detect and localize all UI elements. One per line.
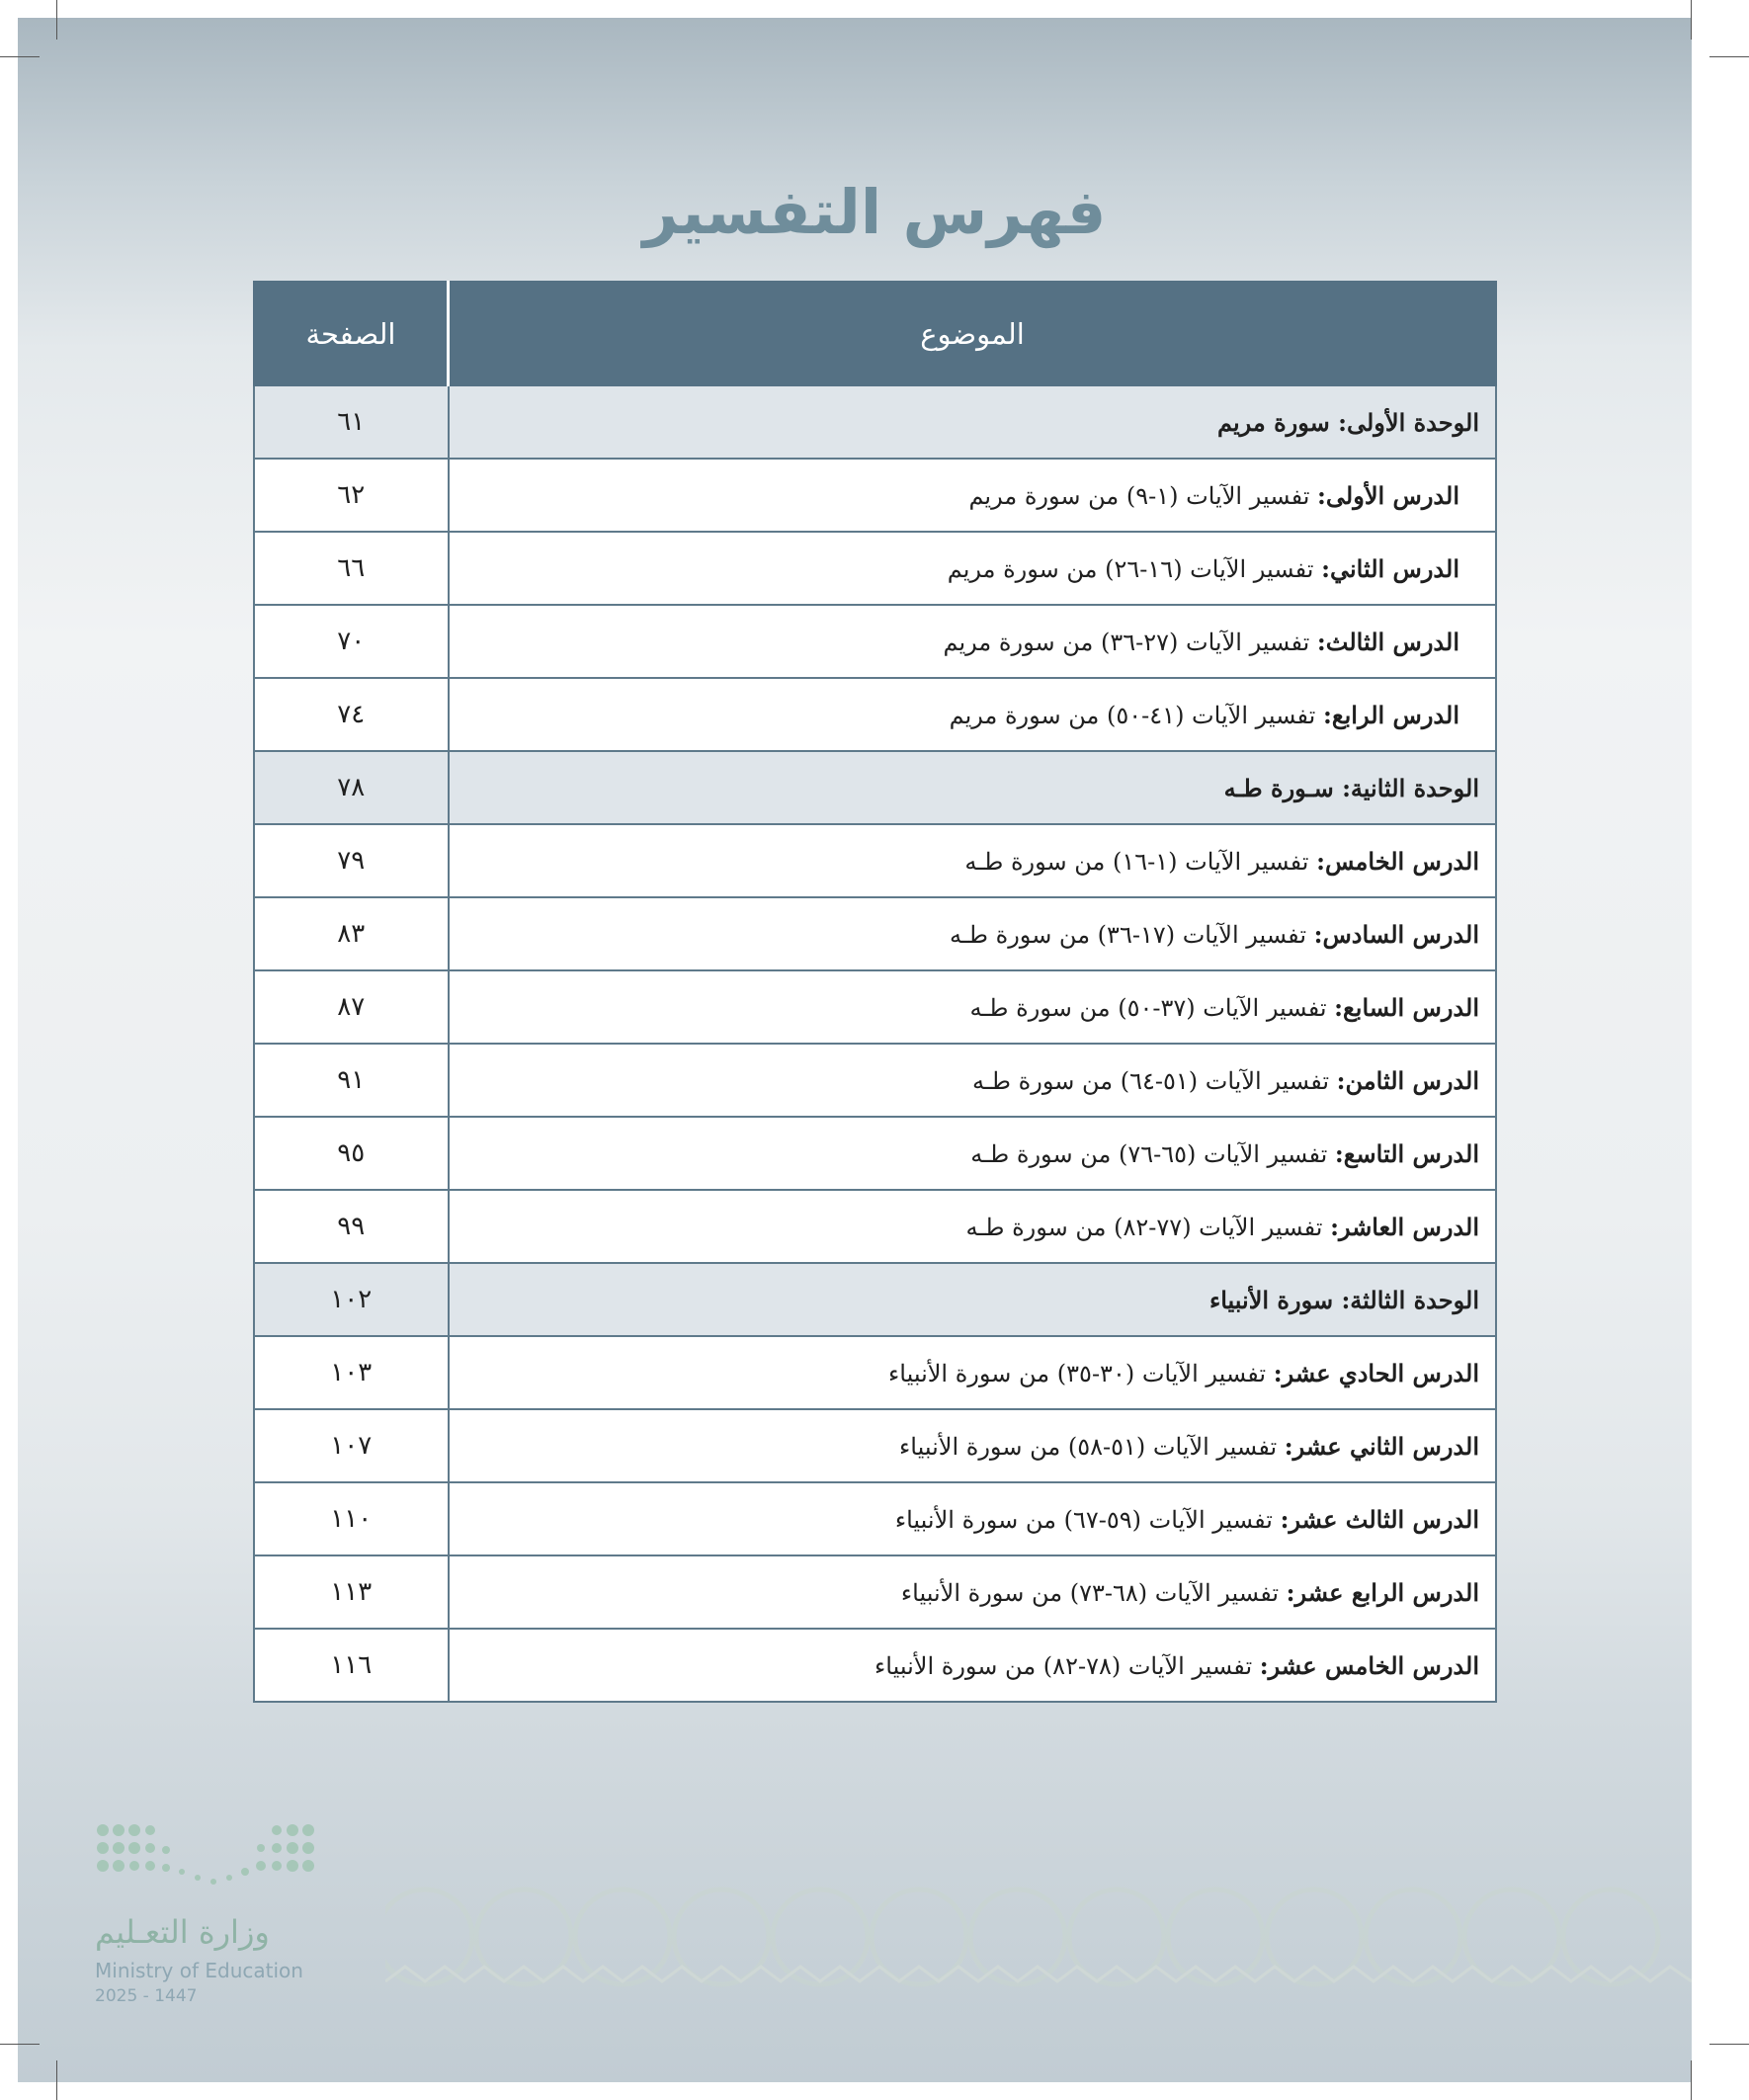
index-table xyxy=(253,281,1497,1703)
edition-year: 2025 - 1447 xyxy=(95,1986,198,2006)
lesson-row xyxy=(254,459,1496,532)
topic-cell xyxy=(449,824,1497,897)
lesson-row xyxy=(254,1629,1496,1702)
page-number: ٦١ xyxy=(254,385,449,459)
unit-title: سـورة طـه xyxy=(1223,773,1343,802)
topic-cell xyxy=(449,605,1497,678)
lesson-label: الدرس الخامس: xyxy=(1316,846,1479,876)
crop-mark xyxy=(1709,56,1749,57)
column-header-page: الصفحة xyxy=(254,282,449,385)
topic-cell xyxy=(449,459,1497,532)
unit-row xyxy=(254,385,1496,459)
topic-cell xyxy=(449,1629,1497,1702)
lesson-label: الدرس الأولى: xyxy=(1317,480,1459,510)
page-number: ٧٨ xyxy=(254,751,449,824)
page-number: ١١٣ xyxy=(254,1555,449,1629)
page-number: ٩٥ xyxy=(254,1117,449,1190)
crop-mark xyxy=(56,0,57,40)
topic-cell xyxy=(449,1044,1497,1117)
lesson-row xyxy=(254,1117,1496,1190)
lesson-description: تفسير الآيات (٢٧-٣٦) من سورة مريم xyxy=(943,628,1317,656)
topic-cell xyxy=(449,678,1497,751)
column-header-topic: الموضوع xyxy=(449,282,1497,385)
topic-cell xyxy=(449,1409,1497,1482)
ministry-name-arabic: وزارة التعـليم xyxy=(95,1913,270,1951)
crop-mark xyxy=(1691,0,1692,40)
page-number: ٩١ xyxy=(254,1044,449,1117)
lesson-description: تفسير الآيات (٣٧-٥٠) من سورة طـه xyxy=(969,993,1335,1022)
crop-mark xyxy=(1709,2044,1749,2045)
lesson-description: تفسير الآيات (١٧-٣٦) من سورة طـه xyxy=(950,920,1314,949)
topic-cell xyxy=(449,751,1497,824)
lesson-description: تفسير الآيات (٦٥-٧٦) من سورة طـه xyxy=(970,1139,1335,1168)
lesson-description: تفسير الآيات (٣٠-٣٥) من سورة الأنبياء xyxy=(887,1359,1274,1387)
topic-cell xyxy=(449,1336,1497,1409)
topic-cell xyxy=(449,970,1497,1044)
lesson-row xyxy=(254,532,1496,605)
lesson-row xyxy=(254,1044,1496,1117)
lesson-description: تفسير الآيات (٧٨-٨٢) من سورة الأنبياء xyxy=(874,1651,1260,1680)
crop-mark xyxy=(0,2044,40,2045)
unit-label: الوحدة الأولى: xyxy=(1338,407,1479,437)
crop-mark xyxy=(0,56,40,57)
topic-cell xyxy=(449,1555,1497,1629)
lesson-label: الدرس الثاني عشر: xyxy=(1284,1431,1479,1461)
lesson-row xyxy=(254,1409,1496,1482)
decorative-ornament-band xyxy=(385,1883,1692,2001)
lesson-label: الدرس الثالث عشر: xyxy=(1280,1504,1479,1534)
topic-cell xyxy=(449,385,1497,459)
lesson-label: الدرس السابع: xyxy=(1334,992,1479,1022)
lesson-description: تفسير الآيات (١٦-٢٦) من سورة مريم xyxy=(947,554,1322,583)
page-number: ٦٦ xyxy=(254,532,449,605)
ministry-name-english: Ministry of Education xyxy=(95,1959,303,1982)
page-number: ١١٦ xyxy=(254,1629,449,1702)
page-title: فهرس التفسير xyxy=(642,176,1107,248)
lesson-label: الدرس الخامس عشر: xyxy=(1259,1650,1479,1680)
lesson-description: تفسير الآيات (١-٩) من سورة مريم xyxy=(968,481,1318,510)
table-body xyxy=(254,385,1496,1702)
page-number: ٨٧ xyxy=(254,970,449,1044)
lesson-label: الدرس العاشر: xyxy=(1330,1212,1479,1241)
page-number: ١١٠ xyxy=(254,1482,449,1555)
crop-mark xyxy=(56,2060,57,2100)
lesson-label: الدرس الرابع عشر: xyxy=(1286,1577,1479,1607)
unit-title: سورة الأنبياء xyxy=(1208,1285,1342,1314)
lesson-label: الدرس الثامن: xyxy=(1336,1065,1479,1095)
lesson-label: الدرس التاسع: xyxy=(1334,1138,1479,1168)
page-number: ٧٠ xyxy=(254,605,449,678)
lesson-label: الدرس الحادي عشر: xyxy=(1273,1358,1479,1387)
unit-title: سورة مريم xyxy=(1216,407,1339,437)
page-number: ١٠٢ xyxy=(254,1263,449,1336)
lesson-row xyxy=(254,970,1496,1044)
lesson-row xyxy=(254,897,1496,970)
unit-label: الوحدة الثانية: xyxy=(1342,773,1479,802)
lesson-label: الدرس الرابع: xyxy=(1322,700,1459,729)
topic-cell xyxy=(449,897,1497,970)
lesson-row xyxy=(254,678,1496,751)
lesson-row xyxy=(254,1336,1496,1409)
topic-cell xyxy=(449,1190,1497,1263)
unit-row xyxy=(254,751,1496,824)
lesson-row xyxy=(254,1555,1496,1629)
unit-row xyxy=(254,1263,1496,1336)
unit-label: الوحدة الثالثة: xyxy=(1341,1285,1479,1314)
lesson-row xyxy=(254,824,1496,897)
lesson-row xyxy=(254,605,1496,678)
lesson-description: تفسير الآيات (٥٩-٦٧) من سورة الأنبياء xyxy=(894,1505,1281,1534)
topic-cell xyxy=(449,1117,1497,1190)
ministry-logo-dots xyxy=(95,1820,332,1899)
lesson-label: الدرس السادس: xyxy=(1313,919,1479,949)
lesson-description: تفسير الآيات (١-١٦) من سورة طـه xyxy=(964,847,1317,876)
page-number: ٨٣ xyxy=(254,897,449,970)
lesson-description: تفسير الآيات (٦٨-٧٣) من سورة الأنبياء xyxy=(900,1578,1287,1607)
lesson-label: الدرس الثاني: xyxy=(1321,553,1459,583)
topic-cell xyxy=(449,532,1497,605)
page-number: ٧٩ xyxy=(254,824,449,897)
lesson-description: تفسير الآيات (٧٧-٨٢) من سورة طـه xyxy=(965,1213,1331,1241)
page-number: ١٠٣ xyxy=(254,1336,449,1409)
lesson-description: تفسير الآيات (٥١-٦٤) من سورة طـه xyxy=(972,1066,1337,1095)
lesson-description: تفسير الآيات (٤١-٥٠) من سورة مريم xyxy=(949,701,1323,729)
page-number: ٦٢ xyxy=(254,459,449,532)
lesson-row xyxy=(254,1190,1496,1263)
lesson-row xyxy=(254,1482,1496,1555)
lesson-label: الدرس الثالث: xyxy=(1316,627,1459,656)
crop-mark xyxy=(1691,2060,1692,2100)
lesson-description: تفسير الآيات (٥١-٥٨) من سورة الأنبياء xyxy=(899,1432,1285,1461)
topic-cell xyxy=(449,1482,1497,1555)
page-number: ٧٤ xyxy=(254,678,449,751)
page-number: ٩٩ xyxy=(254,1190,449,1263)
table-header-row xyxy=(254,282,1496,385)
page-number: ١٠٧ xyxy=(254,1409,449,1482)
topic-cell xyxy=(449,1263,1497,1336)
